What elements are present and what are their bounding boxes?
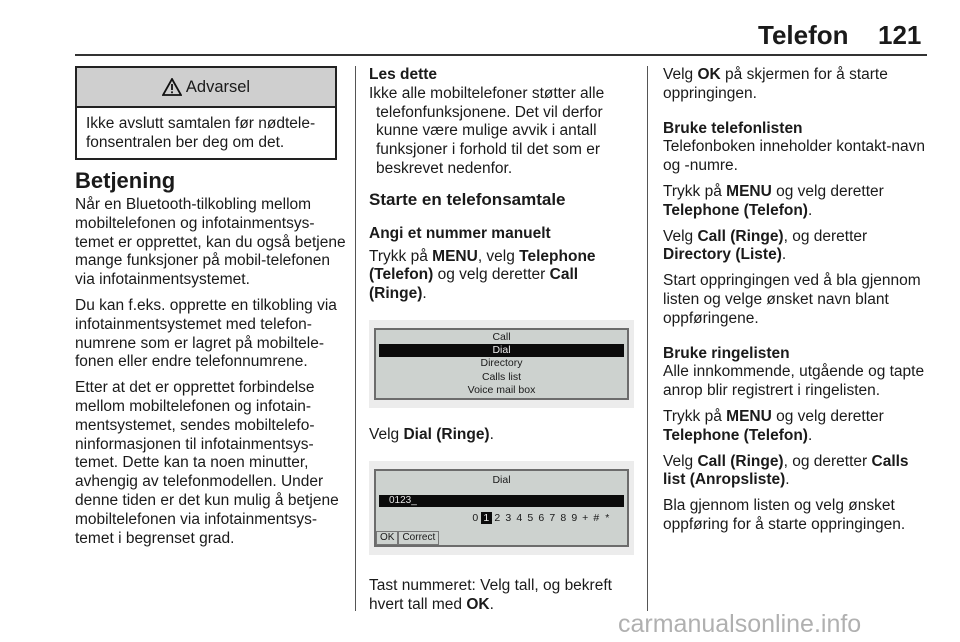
digit-key-selected[interactable]: 1 <box>481 512 492 524</box>
digit-key[interactable]: 8 <box>560 511 567 524</box>
digit-key[interactable]: + <box>582 511 589 524</box>
column-1 <box>75 168 347 548</box>
menu-item-dial[interactable]: Dial <box>379 344 624 358</box>
call-menu-screen <box>374 328 629 400</box>
paragraph: Når en Bluetooth-tilkobling mellom mobiltelefonen og infotainmentsys-temet er opprettet, kan du også betjene mange funksjoner på mobil-telefonen via infotainmentsystemet. <box>75 196 346 289</box>
sub-heading: Bruke telefonlisten <box>663 119 803 137</box>
paragraph: Bla gjennom listen og velg ønsket oppføring for å starte oppringingen. <box>663 497 906 533</box>
sub-heading: Angi et nummer manuelt <box>369 224 551 242</box>
instruction: Tast nummeret: Velg tall, og bekreft hvert tall med OK. <box>369 576 612 613</box>
column-divider <box>355 66 356 611</box>
softkey-row <box>376 531 627 545</box>
dial-screenshot <box>369 461 634 555</box>
warning-title: Advarsel <box>185 77 251 96</box>
column-divider <box>647 66 648 611</box>
note-title: Les dette <box>369 66 438 83</box>
screen-title: Call <box>492 330 511 343</box>
instruction: Velg OK på skjermen for å starte oppringingen. <box>663 66 888 102</box>
warning-box <box>75 66 337 160</box>
warning-triangle-icon <box>162 78 182 96</box>
digit-key[interactable]: 3 <box>505 511 512 524</box>
dial-screen <box>374 469 629 547</box>
page-number: 121 <box>878 20 922 50</box>
digit-key[interactable]: 2 <box>494 511 501 524</box>
digit-key[interactable]: 5 <box>527 511 534 524</box>
paragraph: Alle innkommende, utgående og tapte anrop blir registrert i ringelisten. <box>663 363 925 400</box>
column-2 <box>369 66 635 614</box>
paragraph: Etter at det er opprettet forbindelse mellom mobiltelefonen og infotain-mentsystemet, sendes mobiltelefo-ninformasjonen til infotainmentsys-temet. Dette kan ta noen minutter, avhengig av telefonmodellen. Under denne tiden er det kun mulig å betjene mobiltelefonen via infotainmentsys-temet i begrenset grad. <box>75 379 339 547</box>
digit-key[interactable]: # <box>593 511 600 524</box>
menu-item-voice-mail[interactable]: Voice mail box <box>467 384 536 397</box>
paragraph: Telefonboken inneholder kontakt-navn og -numre. <box>663 138 925 175</box>
column-3 <box>663 66 933 535</box>
paragraph: Du kan f.eks. opprette en tilkobling via infotainmentsystemet med telefon-numrene som er lagret på mobiltele-fonen eller endre telefonnumrene. <box>75 296 337 371</box>
instruction: Velg Dial (Ringe). <box>369 425 494 443</box>
digit-key[interactable]: 9 <box>571 511 578 524</box>
call-menu-screenshot <box>369 320 634 408</box>
digit-key[interactable]: 0 <box>472 511 479 524</box>
section-heading: Starte en telefonsamtale <box>369 189 566 209</box>
page-title: Telefon <box>758 20 849 50</box>
header-divider <box>75 54 927 56</box>
digit-selector <box>376 507 627 529</box>
instruction: Trykk på MENU og velg deretter Telephone (Telefon). <box>663 407 884 444</box>
instruction: Trykk på MENU og velg deretter Telephone (Telefon). <box>663 182 884 219</box>
instruction: Trykk på MENU, velg Telephone (Telefon) og velg deretter Call (Ringe). <box>369 247 596 303</box>
screen-title: Dial <box>492 473 511 486</box>
menu-item-directory[interactable]: Directory <box>480 357 523 370</box>
warning-text: Ikke avslutt samtalen før nødtele-fonsentralen ber deg om det. <box>86 115 316 151</box>
menu-item-calls-list[interactable]: Calls list <box>481 370 522 383</box>
note-text: Ikke alle mobiltelefoner støtter alle telefonfunksjonene. Det vil derfor kunne være mulige avvik i antall funksjoner i forhold til det som er beskrevet nedenfor. <box>369 84 605 177</box>
digit-key[interactable]: * <box>605 511 610 524</box>
instruction: Velg Call (Ringe), og deretter Calls list (Anropsliste). <box>663 452 909 489</box>
ok-softkey[interactable]: OK <box>376 531 398 545</box>
paragraph: Start oppringingen ved å bla gjennom listen og velge ønsket navn blant oppføringene. <box>663 272 921 327</box>
section-heading: Betjening <box>75 168 176 193</box>
digit-key[interactable]: 4 <box>516 511 523 524</box>
sub-heading: Bruke ringelisten <box>663 344 790 362</box>
digit-key[interactable]: 7 <box>549 511 556 524</box>
watermark: carmanualsonline.info <box>618 610 862 638</box>
correct-softkey[interactable]: Correct <box>398 531 439 545</box>
dialed-number: 0123_ <box>379 495 624 507</box>
digit-key[interactable]: 6 <box>538 511 545 524</box>
instruction: Velg Call (Ringe), og deretter Directory (Liste). <box>663 227 868 264</box>
warning-header <box>77 68 335 108</box>
